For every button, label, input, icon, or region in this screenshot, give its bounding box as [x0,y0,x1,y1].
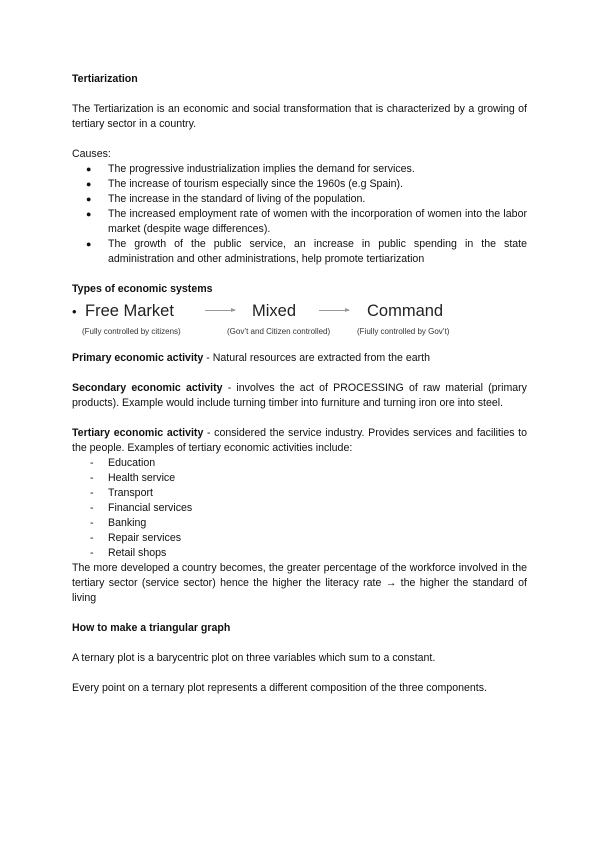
system-free-market: Free Market [85,302,174,320]
section-title-triangular-graph: How to make a triangular graph [72,622,231,634]
tertiary-conclusion: The more developed a country becomes, the greater percentage of the workforce involved in the tertiary sector (service sector) hence the higher the literacy rate → the higher the standard of living [72,562,527,604]
section-title-tertiarization: Tertiarization [72,73,138,85]
ternary-plot-point: Every point on a ternary plot represents a different composition of the three components. [72,682,487,694]
tertiary-examples-list [72,456,527,561]
primary-activity: Primary economic activity - Natural resources are extracted from the earth [72,352,430,364]
list-item: - Health service [90,472,176,484]
document-page [72,72,527,696]
bullet-icon: ● [86,194,92,204]
bullet-icon: ● [86,209,92,219]
system-command: Command [367,302,444,320]
system-mixed: Mixed [252,302,297,320]
arrow-right-icon [319,310,349,311]
tertiary-activity: Tertiary economic activity - considered the service industry. Provides services and facilities to the people. Examples of tertiary economic activities include: [72,427,527,454]
bullet-icon: • [72,304,77,319]
list-item: ● The increased employment rate of women with the incorporation of women into the labor market (despite wage differences). [86,208,527,235]
list-item: - Transport [90,487,153,499]
system-command-caption: (Fiully controlled by Gov’t) [357,327,450,336]
list-item: - Financial services [90,502,193,514]
arrow-right-icon [205,310,235,311]
system-free-market-caption: (Fully controlled by citizens) [82,327,181,336]
causes-list [72,162,527,267]
bullet-icon: ● [86,179,92,189]
list-item: ● The growth of the public service, an increase in public spending in the state administration and other administrations, help promote tertiarization [86,238,527,265]
list-item: ● The increase of tourism especially since the 1960s (e.g Spain). [86,178,404,190]
secondary-activity: Secondary economic activity - involves the act of PROCESSING of raw material (primary products). Example would include turning timber into furniture and turning iron ore into steel. [72,382,527,409]
bullet-icon: ● [86,239,92,249]
ternary-plot-definition: A ternary plot is a barycentric plot on three variables which sum to a constant. [72,652,436,664]
list-item: - Retail shops [90,547,167,559]
list-item: ● The increase in the standard of living of the population. [86,193,366,205]
tertiarization-intro: The Tertiarization is an economic and social transformation that is characterized by a growing of tertiary sector in a country. [72,103,527,130]
list-item: - Repair services [90,532,182,544]
economic-systems-figure [72,301,527,345]
section-title-economic-systems: Types of economic systems [72,283,213,295]
system-mixed-caption: (Gov’t and Citizen controlled) [227,327,331,336]
bullet-icon: ● [86,164,92,174]
list-item: ● The progressive industrialization implies the demand for services. [86,163,415,175]
causes-label: Causes: [72,148,111,160]
list-item: - Education [90,457,156,469]
list-item: - Banking [90,517,147,529]
